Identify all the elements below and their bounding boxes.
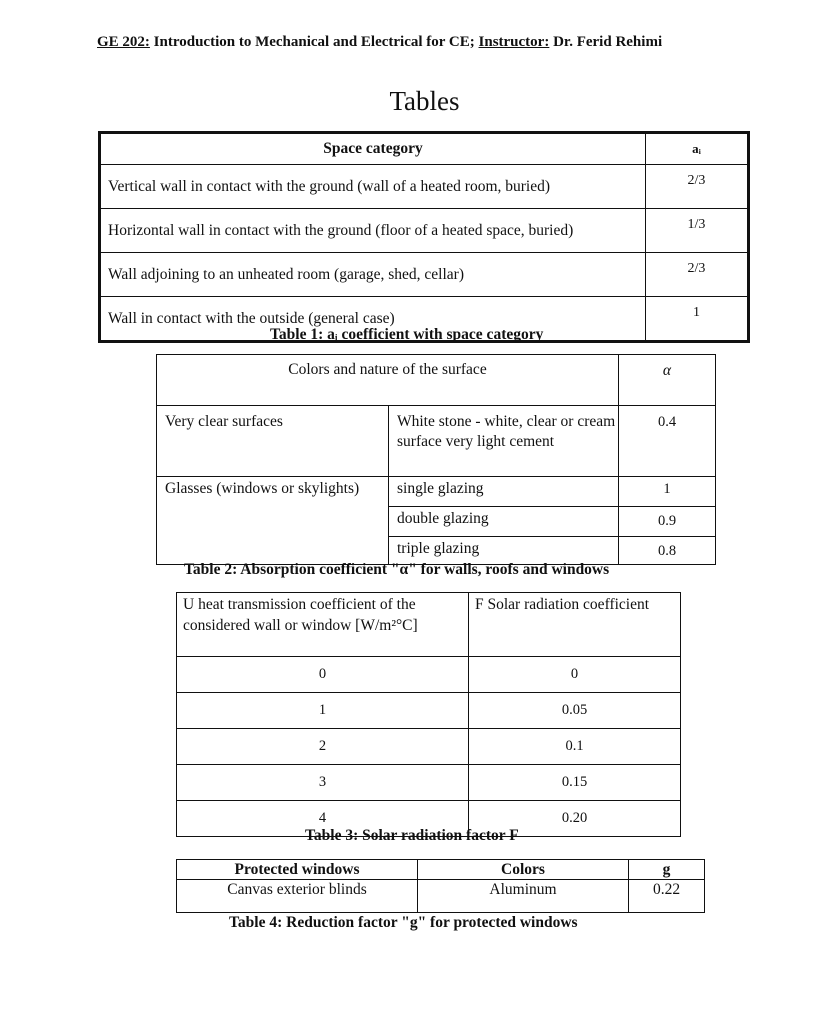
solar-radiation-table (176, 592, 681, 837)
f-value-cell: 0.1 (469, 729, 681, 765)
g-value-cell: 0.22 (629, 880, 705, 913)
reduction-factor-table (176, 859, 705, 913)
table-row (100, 209, 749, 253)
glasses-label-cell: Glasses (windows or skylights) (157, 477, 389, 565)
table-header-row (177, 593, 681, 657)
table1-caption: Table 1: aᵢ coefficient with space category (270, 326, 544, 343)
table-header-row (157, 355, 716, 406)
surface-header: Colors and nature of the surface (157, 355, 619, 406)
ai-value-cell: 2/3 (646, 253, 749, 297)
surface-label-cell: Very clear surfaces (157, 406, 389, 477)
glazing-type-cell: triple glazing (389, 537, 619, 565)
alpha-value-cell: 1 (619, 477, 716, 507)
category-cell: Horizontal wall in contact with the ground (floor of a heated space, buried) (100, 209, 646, 253)
document-header (97, 34, 662, 51)
u-coefficient-header: U heat transmission coefficient of the considered wall or window [W/m²°C] (177, 593, 469, 657)
protected-windows-header: Protected windows (177, 860, 418, 880)
ai-header: aᵢ (646, 133, 749, 165)
f-coefficient-header: F Solar radiation coefficient (469, 593, 681, 657)
space-category-table (98, 131, 750, 343)
category-cell: Vertical wall in contact with the ground (wall of a heated room, buried) (100, 165, 646, 209)
table-row (177, 765, 681, 801)
table-row (177, 729, 681, 765)
f-value-cell: 0.20 (469, 801, 681, 837)
color-cell: Aluminum (418, 880, 629, 913)
g-header: g (629, 860, 705, 880)
ai-value-cell: 2/3 (646, 165, 749, 209)
instructor-label: Instructor: (478, 34, 550, 50)
u-value-cell: 1 (177, 693, 469, 729)
table-row (157, 477, 716, 507)
table2-caption: Table 2: Absorption coefficient "α" for walls, roofs and windows (184, 561, 610, 578)
table-row (177, 880, 705, 913)
alpha-value-cell: 0.8 (619, 537, 716, 565)
ai-value-cell: 1 (646, 297, 749, 342)
u-value-cell: 2 (177, 729, 469, 765)
table-row (100, 165, 749, 209)
alpha-value-cell: 0.9 (619, 507, 716, 537)
colors-header: Colors (418, 860, 629, 880)
table-row (177, 657, 681, 693)
course-title: Introduction to Mechanical and Electrical for CE; (149, 34, 479, 50)
table-header-row (100, 133, 749, 165)
category-cell: Wall adjoining to an unheated room (garage, shed, cellar) (100, 253, 646, 297)
table3-caption: Table 3: Solar radiation factor F (305, 827, 519, 844)
surface-description-cell: White stone - white, clear or cream surface very light cement (389, 406, 619, 477)
window-type-cell: Canvas exterior blinds (177, 880, 418, 913)
f-value-cell: 0.05 (469, 693, 681, 729)
u-value-cell: 0 (177, 657, 469, 693)
ai-value-cell: 1/3 (646, 209, 749, 253)
glazing-type-cell: single glazing (389, 477, 619, 507)
space-category-header: Space category (100, 133, 646, 165)
table-row (100, 253, 749, 297)
table-header-row (177, 860, 705, 880)
page-title: Tables (389, 86, 460, 116)
instructor-name: Dr. Ferid Rehimi (549, 34, 663, 50)
f-value-cell: 0 (469, 657, 681, 693)
glazing-type-cell: double glazing (389, 507, 619, 537)
alpha-header: α (619, 355, 716, 406)
table-row (157, 406, 716, 477)
course-code: GE 202: (97, 34, 150, 50)
table-row (177, 693, 681, 729)
category-cell: Wall in contact with the outside (general case) (100, 297, 646, 342)
f-value-cell: 0.15 (469, 765, 681, 801)
u-value-cell: 3 (177, 765, 469, 801)
u-value-cell: 4 (177, 801, 469, 837)
table4-caption: Table 4: Reduction factor "g" for protected windows (229, 914, 578, 931)
absorption-coefficient-table (156, 354, 716, 565)
alpha-value-cell: 0.4 (619, 406, 716, 477)
